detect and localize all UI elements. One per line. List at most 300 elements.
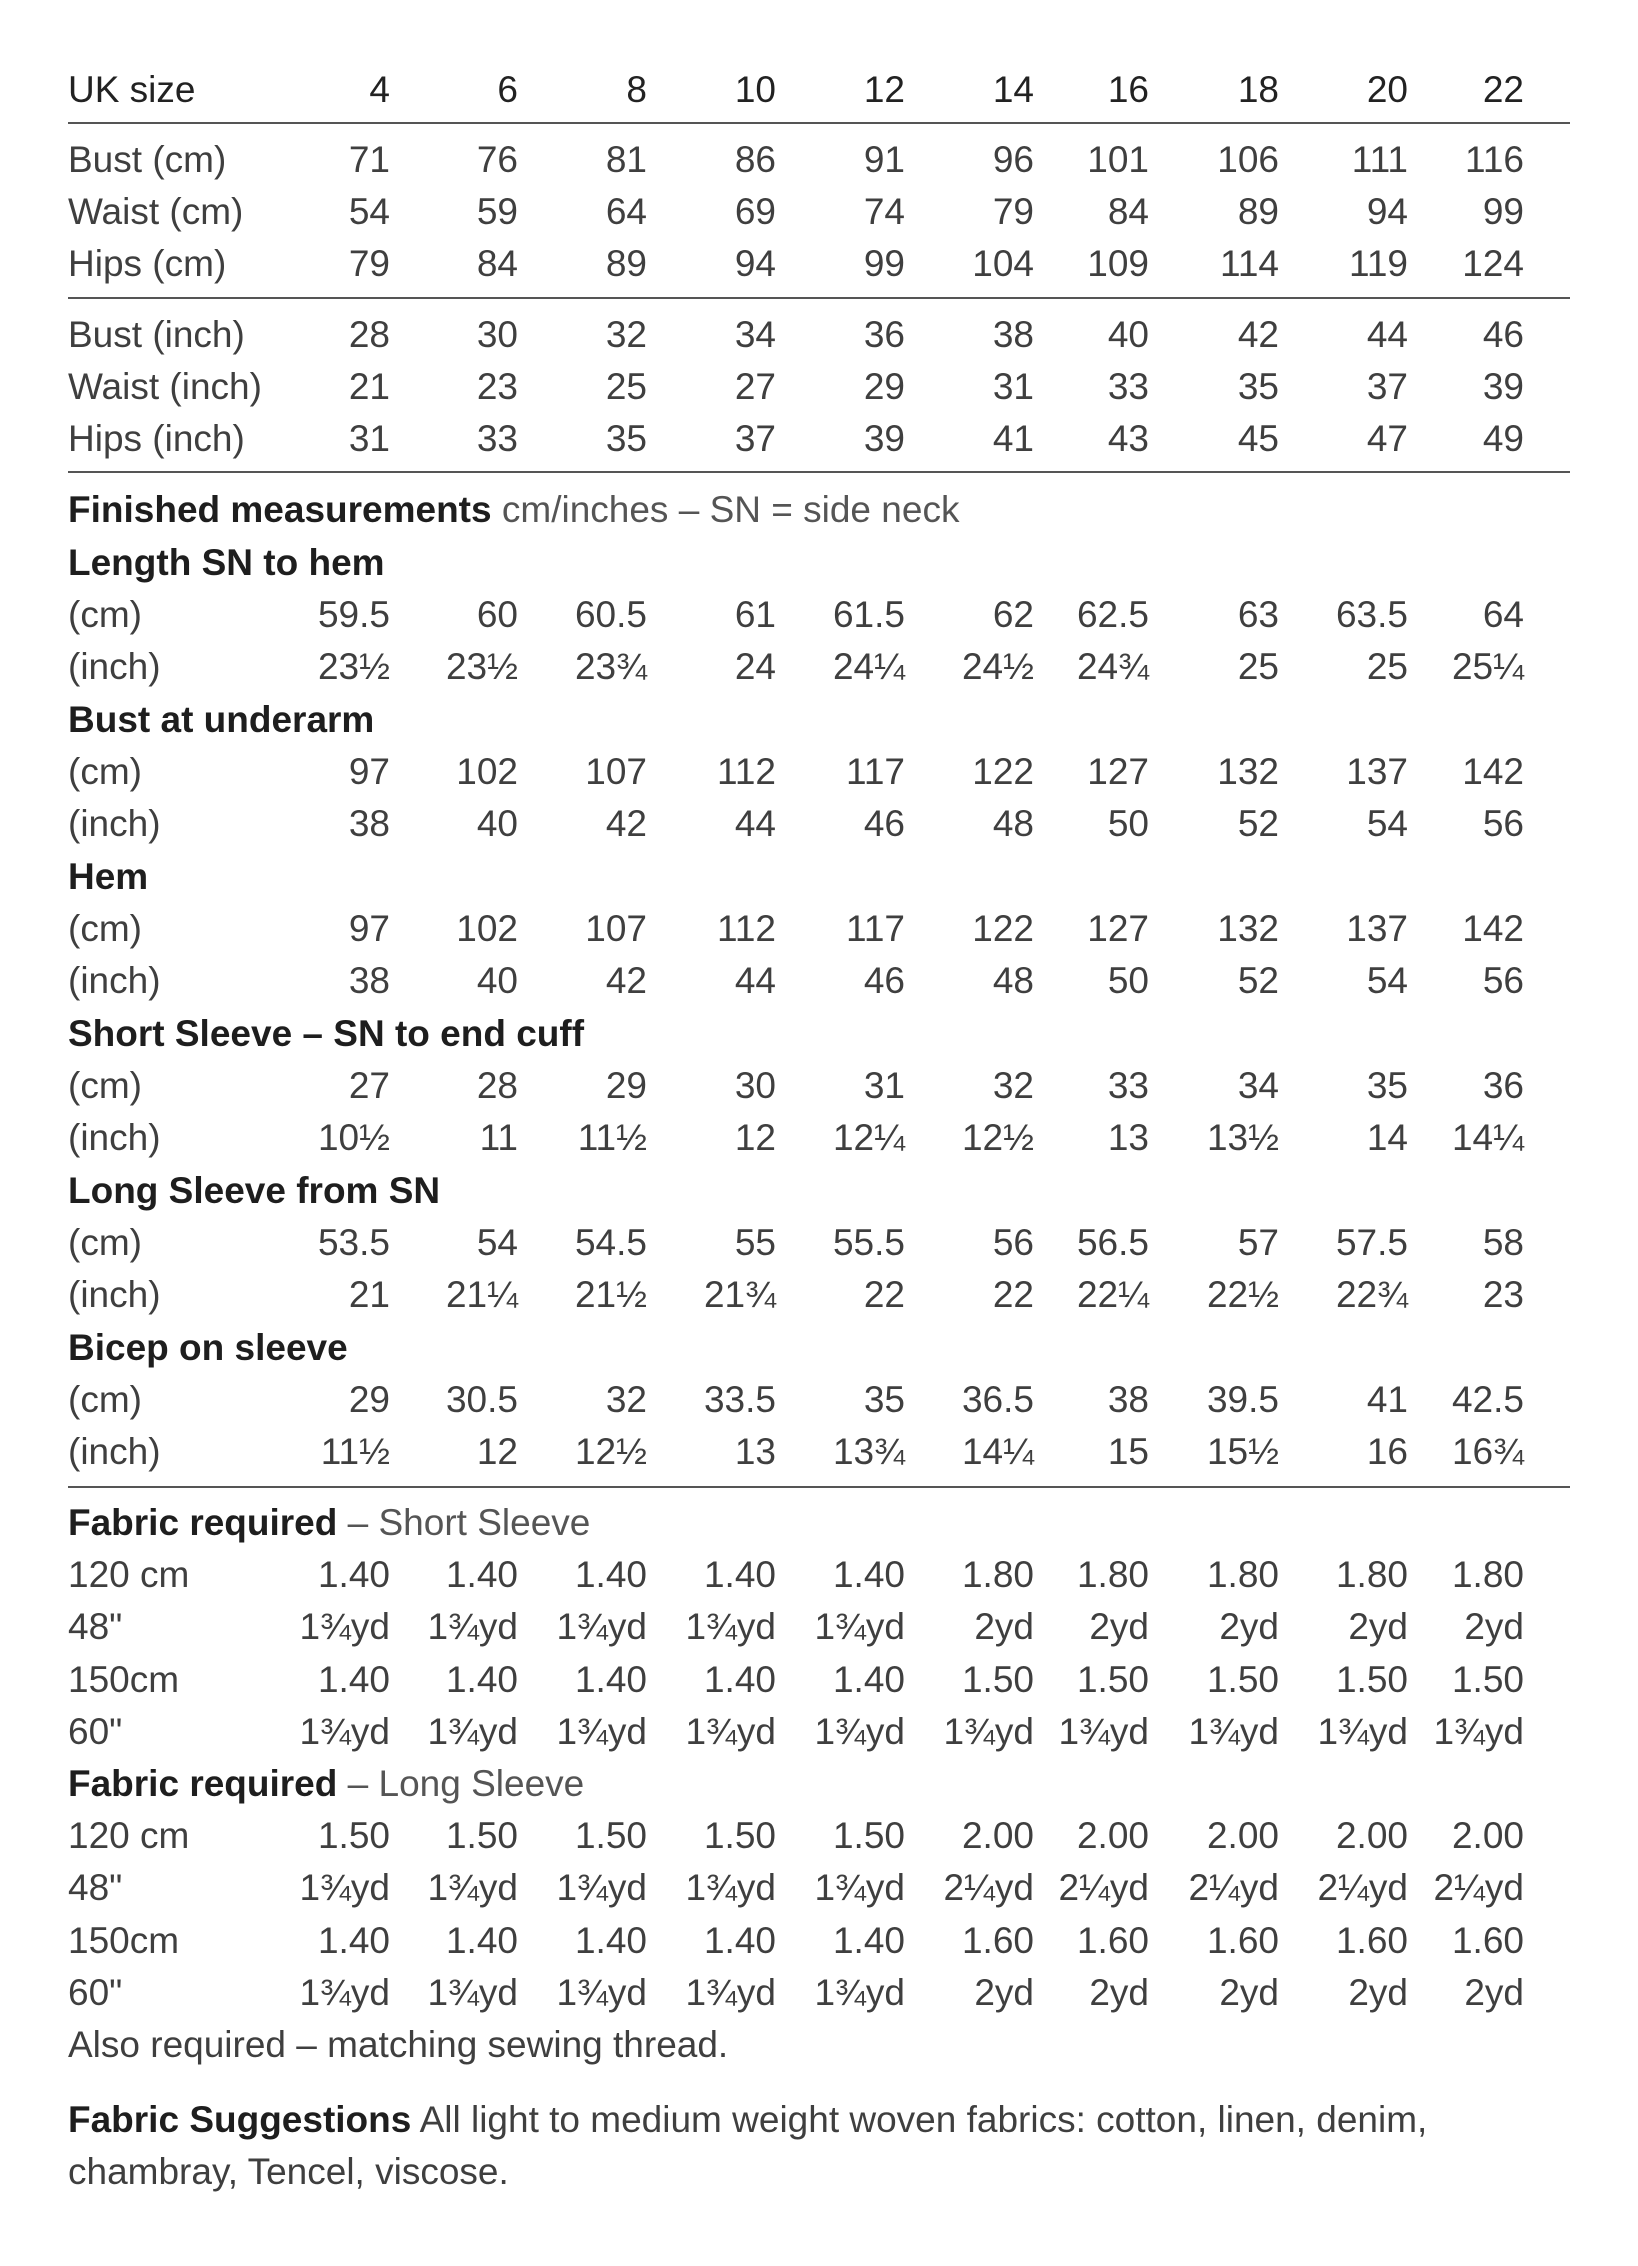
cell: 1¾yd xyxy=(1317,1711,1408,1752)
cell: 1.40 xyxy=(445,1920,518,1961)
cell: 30 xyxy=(476,314,518,355)
cell: 1¾yd xyxy=(556,1711,647,1752)
cell: 1.50 xyxy=(961,1659,1034,1700)
cell: 1¾yd xyxy=(556,1867,647,1908)
cell: 1.60 xyxy=(1206,1920,1279,1961)
cell: 54 xyxy=(476,1222,518,1263)
cell: 12 xyxy=(476,1431,518,1472)
cell: 22 xyxy=(863,1274,905,1315)
cell: 122 xyxy=(972,908,1034,949)
fabric-long-row-60in xyxy=(0,1967,1638,2019)
cell: 50 xyxy=(1107,960,1149,1001)
group-heading-bicep xyxy=(0,1322,1638,1374)
cell: 38 xyxy=(1107,1379,1149,1420)
size-20: 20 xyxy=(1366,69,1408,110)
cell: 61.5 xyxy=(832,594,905,635)
cell: 35 xyxy=(1237,366,1279,407)
cell: 44 xyxy=(734,803,776,844)
cell: 2¼yd xyxy=(1188,1867,1279,1908)
cell: 54 xyxy=(1366,803,1408,844)
cell: 36 xyxy=(863,314,905,355)
cell: 41 xyxy=(1366,1379,1408,1420)
cell: 37 xyxy=(734,418,776,459)
row-label: Waist (inch) xyxy=(68,366,262,407)
cell: 13 xyxy=(1107,1117,1149,1158)
cell: 86 xyxy=(734,139,776,180)
group-heading: Hem xyxy=(68,856,149,897)
cell: 42 xyxy=(605,803,647,844)
cell: 48 xyxy=(992,803,1034,844)
row-label: (cm) xyxy=(68,1222,142,1263)
row-label: Bust (cm) xyxy=(68,139,227,180)
body-row-waist-cm xyxy=(0,186,1638,238)
cell: 54 xyxy=(1366,960,1408,1001)
cell: 2yd xyxy=(1089,1606,1149,1647)
group-heading: Bust at underarm xyxy=(68,699,375,740)
cell: 122 xyxy=(972,751,1034,792)
cell: 56 xyxy=(1482,803,1524,844)
cell: 1.50 xyxy=(574,1815,647,1856)
cell: 42.5 xyxy=(1451,1379,1524,1420)
cell: 12½ xyxy=(574,1431,647,1472)
cell: 71 xyxy=(348,139,390,180)
cell: 1.50 xyxy=(317,1815,390,1856)
cell: 1.40 xyxy=(574,1554,647,1595)
cell: 2.00 xyxy=(1335,1815,1408,1856)
cell: 21 xyxy=(348,1274,390,1315)
bust-cm-row xyxy=(0,746,1638,798)
row-label: 120 cm xyxy=(68,1815,190,1856)
cell: 54 xyxy=(348,191,390,232)
cell: 36.5 xyxy=(961,1379,1034,1420)
bicep-cm-row xyxy=(0,1374,1638,1426)
cell: 1.40 xyxy=(317,1920,390,1961)
cell: 46 xyxy=(863,960,905,1001)
row-label: (inch) xyxy=(68,646,161,687)
cell: 32 xyxy=(605,314,647,355)
cell: 84 xyxy=(1107,191,1149,232)
cell: 24¾ xyxy=(1076,646,1149,687)
hem-cm-row xyxy=(0,903,1638,955)
short-sleeve-cm-row xyxy=(0,1060,1638,1112)
cell: 40 xyxy=(1107,314,1149,355)
cell: 94 xyxy=(1366,191,1408,232)
cell: 114 xyxy=(1220,243,1279,284)
cell: 12½ xyxy=(961,1117,1034,1158)
row-label: 48" xyxy=(68,1867,123,1908)
row-label: (inch) xyxy=(68,960,161,1001)
cell: 24¼ xyxy=(832,646,905,687)
cell: 62.5 xyxy=(1076,594,1149,635)
cell: 15 xyxy=(1107,1431,1149,1472)
cell: 11½ xyxy=(577,1117,647,1158)
cell: 2yd xyxy=(1464,1972,1524,2013)
cell: 2yd xyxy=(1464,1606,1524,1647)
cell: 1¾yd xyxy=(556,1972,647,2013)
cell: 28 xyxy=(348,314,390,355)
cell: 132 xyxy=(1217,751,1279,792)
cell: 25 xyxy=(605,366,647,407)
cell: 24½ xyxy=(961,646,1034,687)
cell: 23½ xyxy=(317,646,390,687)
cell: 56 xyxy=(992,1222,1034,1263)
cell: 30 xyxy=(734,1065,776,1106)
cell: 52 xyxy=(1237,960,1279,1001)
finished-title-strong: Finished measurements xyxy=(68,489,492,530)
cell: 21½ xyxy=(574,1274,647,1315)
cell: 33 xyxy=(476,418,518,459)
cell: 1.80 xyxy=(1451,1554,1524,1595)
cell: 1.80 xyxy=(1076,1554,1149,1595)
cell: 39.5 xyxy=(1206,1379,1279,1420)
cell: 13¾ xyxy=(832,1431,905,1472)
cell: 30.5 xyxy=(445,1379,518,1420)
cell: 2yd xyxy=(1219,1972,1279,2013)
row-label: Bust (inch) xyxy=(68,314,245,355)
cell: 52 xyxy=(1237,803,1279,844)
cell: 1.40 xyxy=(832,1554,905,1595)
cell: 1.50 xyxy=(703,1815,776,1856)
cell: 76 xyxy=(476,139,518,180)
cell: 1¾yd xyxy=(814,1606,905,1647)
cell: 39 xyxy=(1482,366,1524,407)
cell: 1¾yd xyxy=(427,1606,518,1647)
short-sleeve-inch-row xyxy=(0,1112,1638,1164)
divider-header xyxy=(68,122,1570,124)
row-label: Hips (inch) xyxy=(68,418,245,459)
cell: 102 xyxy=(456,908,518,949)
row-label: 120 cm xyxy=(68,1554,190,1595)
cell: 25¼ xyxy=(1451,646,1524,687)
row-label: (inch) xyxy=(68,1274,161,1315)
size-header-row xyxy=(0,64,1638,116)
cell: 22¾ xyxy=(1335,1274,1408,1315)
cell: 28 xyxy=(476,1065,518,1106)
cell: 101 xyxy=(1087,139,1149,180)
bicep-inch-row xyxy=(0,1426,1638,1478)
row-label: 48" xyxy=(68,1606,123,1647)
cell: 60.5 xyxy=(574,594,647,635)
cell: 35 xyxy=(605,418,647,459)
cell: 31 xyxy=(863,1065,905,1106)
cell: 1¾yd xyxy=(1058,1711,1149,1752)
cell: 2.00 xyxy=(1451,1815,1524,1856)
cell: 11 xyxy=(479,1117,518,1158)
fabric-short-title xyxy=(0,1497,1638,1549)
cell: 36 xyxy=(1482,1065,1524,1106)
group-heading: Bicep on sleeve xyxy=(68,1327,348,1368)
cell: 112 xyxy=(717,751,776,792)
cell: 23¾ xyxy=(574,646,647,687)
cell: 69 xyxy=(734,191,776,232)
row-label: (inch) xyxy=(68,1431,161,1472)
cell: 2.00 xyxy=(1076,1815,1149,1856)
cell: 1.40 xyxy=(832,1659,905,1700)
cell: 33 xyxy=(1107,1065,1149,1106)
size-16: 16 xyxy=(1107,69,1149,110)
cell: 97 xyxy=(348,751,390,792)
cell: 22½ xyxy=(1206,1274,1279,1315)
cell: 10½ xyxy=(317,1117,390,1158)
row-label: 150cm xyxy=(68,1659,180,1700)
cell: 64 xyxy=(605,191,647,232)
cell: 23 xyxy=(1482,1274,1524,1315)
body-row-bust-inch xyxy=(0,309,1638,361)
cell: 59 xyxy=(476,191,518,232)
cell: 14 xyxy=(1366,1117,1408,1158)
cell: 42 xyxy=(1237,314,1279,355)
size-14: 14 xyxy=(992,69,1034,110)
cell: 1¾yd xyxy=(427,1867,518,1908)
cell: 1¾yd xyxy=(299,1711,390,1752)
cell: 96 xyxy=(992,139,1034,180)
cell: 81 xyxy=(605,139,647,180)
cell: 1.50 xyxy=(1451,1659,1524,1700)
fabric-short-row-48in xyxy=(0,1601,1638,1653)
cell: 40 xyxy=(476,960,518,1001)
cell: 142 xyxy=(1462,751,1524,792)
also-required-note xyxy=(0,2019,1638,2071)
fabric-suggestions xyxy=(68,2094,1568,2198)
cell: 1¾yd xyxy=(299,1606,390,1647)
cell: 56.5 xyxy=(1076,1222,1149,1263)
cell: 42 xyxy=(605,960,647,1001)
cell: 58 xyxy=(1482,1222,1524,1263)
size-4: 4 xyxy=(369,69,390,110)
divider-cm-inch xyxy=(68,297,1570,299)
long-sleeve-inch-row xyxy=(0,1269,1638,1321)
cell: 21 xyxy=(348,366,390,407)
cell: 43 xyxy=(1107,418,1149,459)
finished-measurements-title xyxy=(0,484,1638,536)
fabric-long-title-strong: Fabric required xyxy=(68,1763,338,1804)
divider-fabric xyxy=(68,1486,1570,1488)
cell: 1¾yd xyxy=(814,1972,905,2013)
cell: 104 xyxy=(972,243,1034,284)
cell: 46 xyxy=(1482,314,1524,355)
cell: 38 xyxy=(348,960,390,1001)
cell: 2yd xyxy=(1348,1606,1408,1647)
cell: 137 xyxy=(1346,908,1408,949)
cell: 35 xyxy=(863,1379,905,1420)
row-label: (cm) xyxy=(68,594,142,635)
length-inch-row xyxy=(0,641,1638,693)
cell: 102 xyxy=(456,751,518,792)
cell: 13 xyxy=(734,1431,776,1472)
cell: 12¼ xyxy=(832,1117,905,1158)
cell: 16 xyxy=(1366,1431,1408,1472)
cell: 40 xyxy=(476,803,518,844)
cell: 45 xyxy=(1237,418,1279,459)
cell: 1.50 xyxy=(1335,1659,1408,1700)
row-label: Waist (cm) xyxy=(68,191,244,232)
body-row-hips-inch xyxy=(0,413,1638,465)
cell: 99 xyxy=(1482,191,1524,232)
cell: 89 xyxy=(605,243,647,284)
cell: 1¾yd xyxy=(427,1972,518,2013)
fabric-suggestions-title: Fabric Suggestions xyxy=(68,2099,412,2140)
cell: 57.5 xyxy=(1335,1222,1408,1263)
cell: 116 xyxy=(1465,139,1524,180)
cell: 1¾yd xyxy=(943,1711,1034,1752)
cell: 60 xyxy=(476,594,518,635)
cell: 2yd xyxy=(1089,1972,1149,2013)
cell: 112 xyxy=(717,908,776,949)
cell: 142 xyxy=(1462,908,1524,949)
cell: 54.5 xyxy=(574,1222,647,1263)
cell: 1.60 xyxy=(1451,1920,1524,1961)
cell: 13½ xyxy=(1206,1117,1279,1158)
row-label: (cm) xyxy=(68,1379,142,1420)
cell: 24 xyxy=(734,646,776,687)
cell: 33.5 xyxy=(703,1379,776,1420)
cell: 47 xyxy=(1366,418,1408,459)
cell: 27 xyxy=(348,1065,390,1106)
row-label: 150cm xyxy=(68,1920,180,1961)
cell: 2yd xyxy=(974,1972,1034,2013)
also-required-text: Also required – matching sewing thread. xyxy=(68,2024,729,2065)
cell: 15½ xyxy=(1206,1431,1279,1472)
cell: 2¼yd xyxy=(1433,1867,1524,1908)
cell: 39 xyxy=(863,418,905,459)
cell: 33 xyxy=(1107,366,1149,407)
cell: 1.50 xyxy=(1076,1659,1149,1700)
cell: 1.80 xyxy=(1206,1554,1279,1595)
cell: 1.50 xyxy=(1206,1659,1279,1700)
cell: 1¾yd xyxy=(299,1867,390,1908)
cell: 1¾yd xyxy=(299,1972,390,2013)
length-cm-row xyxy=(0,589,1638,641)
cell: 34 xyxy=(734,314,776,355)
group-heading-long-sleeve xyxy=(0,1165,1638,1217)
cell: 1.60 xyxy=(1335,1920,1408,1961)
cell: 94 xyxy=(734,243,776,284)
body-row-bust-cm xyxy=(0,134,1638,186)
size-8: 8 xyxy=(626,69,647,110)
cell: 29 xyxy=(605,1065,647,1106)
cell: 35 xyxy=(1366,1065,1408,1106)
group-heading-length xyxy=(0,537,1638,589)
cell: 109 xyxy=(1087,243,1149,284)
cell: 32 xyxy=(605,1379,647,1420)
cell: 1¾yd xyxy=(685,1606,776,1647)
long-sleeve-cm-row xyxy=(0,1217,1638,1269)
row-label: (inch) xyxy=(68,1117,161,1158)
cell: 21¼ xyxy=(445,1274,518,1315)
cell: 119 xyxy=(1349,243,1408,284)
cell: 11½ xyxy=(320,1431,390,1472)
cell: 48 xyxy=(992,960,1034,1001)
cell: 1.40 xyxy=(832,1920,905,1961)
fabric-suggestions-text: All light to medium weight woven fabrics: cotton, linen, denim, chambray, Tencel, viscose. xyxy=(68,2099,1428,2192)
cell: 62 xyxy=(992,594,1034,635)
cell: 31 xyxy=(992,366,1034,407)
group-heading-bust xyxy=(0,694,1638,746)
hem-inch-row xyxy=(0,955,1638,1007)
cell: 14¼ xyxy=(1451,1117,1524,1158)
cell: 1.40 xyxy=(703,1554,776,1595)
cell: 31 xyxy=(348,418,390,459)
group-heading: Short Sleeve – SN to end cuff xyxy=(68,1013,585,1054)
cell: 22¼ xyxy=(1076,1274,1149,1315)
cell: 99 xyxy=(863,243,905,284)
cell: 34 xyxy=(1237,1065,1279,1106)
size-18: 18 xyxy=(1237,69,1279,110)
row-label: (cm) xyxy=(68,751,142,792)
group-heading: Length SN to hem xyxy=(68,542,385,583)
cell: 1.40 xyxy=(317,1659,390,1700)
cell: 37 xyxy=(1366,366,1408,407)
cell: 127 xyxy=(1087,908,1149,949)
cell: 44 xyxy=(1366,314,1408,355)
row-label: 60" xyxy=(68,1972,123,2013)
row-label: (inch) xyxy=(68,803,161,844)
cell: 74 xyxy=(863,191,905,232)
cell: 137 xyxy=(1346,751,1408,792)
finished-title-rest: cm/inches – SN = side neck xyxy=(491,489,960,530)
cell: 57 xyxy=(1237,1222,1279,1263)
cell: 59.5 xyxy=(317,594,390,635)
cell: 1¾yd xyxy=(685,1972,776,2013)
cell: 1¾yd xyxy=(685,1711,776,1752)
cell: 25 xyxy=(1366,646,1408,687)
cell: 21¾ xyxy=(703,1274,776,1315)
size-12: 12 xyxy=(863,69,905,110)
cell: 107 xyxy=(585,908,647,949)
cell: 38 xyxy=(348,803,390,844)
cell: 84 xyxy=(476,243,518,284)
group-heading: Long Sleeve from SN xyxy=(68,1170,441,1211)
cell: 91 xyxy=(863,139,905,180)
cell: 53.5 xyxy=(317,1222,390,1263)
cell: 107 xyxy=(585,751,647,792)
cell: 2yd xyxy=(1219,1606,1279,1647)
row-label: 60" xyxy=(68,1711,123,1752)
cell: 132 xyxy=(1217,908,1279,949)
cell: 1.80 xyxy=(1335,1554,1408,1595)
cell: 16¾ xyxy=(1451,1431,1524,1472)
fabric-short-row-60in xyxy=(0,1706,1638,1758)
fabric-short-row-120cm xyxy=(0,1549,1638,1601)
size-10: 10 xyxy=(734,69,776,110)
cell: 1¾yd xyxy=(556,1606,647,1647)
cell: 2.00 xyxy=(1206,1815,1279,1856)
cell: 25 xyxy=(1237,646,1279,687)
cell: 32 xyxy=(992,1065,1034,1106)
cell: 1.40 xyxy=(703,1659,776,1700)
cell: 27 xyxy=(734,366,776,407)
group-heading-hem xyxy=(0,851,1638,903)
cell: 23½ xyxy=(445,646,518,687)
cell: 1¾yd xyxy=(685,1867,776,1908)
cell: 1.60 xyxy=(1076,1920,1149,1961)
cell: 1.40 xyxy=(445,1554,518,1595)
cell: 111 xyxy=(1351,139,1408,180)
cell: 63.5 xyxy=(1335,594,1408,635)
cell: 117 xyxy=(846,751,905,792)
fabric-long-title xyxy=(0,1758,1638,1810)
cell: 1¾yd xyxy=(427,1711,518,1752)
body-row-hips-cm xyxy=(0,238,1638,290)
row-label: (cm) xyxy=(68,1065,142,1106)
cell: 2yd xyxy=(974,1606,1034,1647)
cell: 1¾yd xyxy=(1433,1711,1524,1752)
fabric-long-row-120cm xyxy=(0,1810,1638,1862)
cell: 46 xyxy=(863,803,905,844)
cell: 12 xyxy=(734,1117,776,1158)
cell: 38 xyxy=(992,314,1034,355)
cell: 79 xyxy=(992,191,1034,232)
